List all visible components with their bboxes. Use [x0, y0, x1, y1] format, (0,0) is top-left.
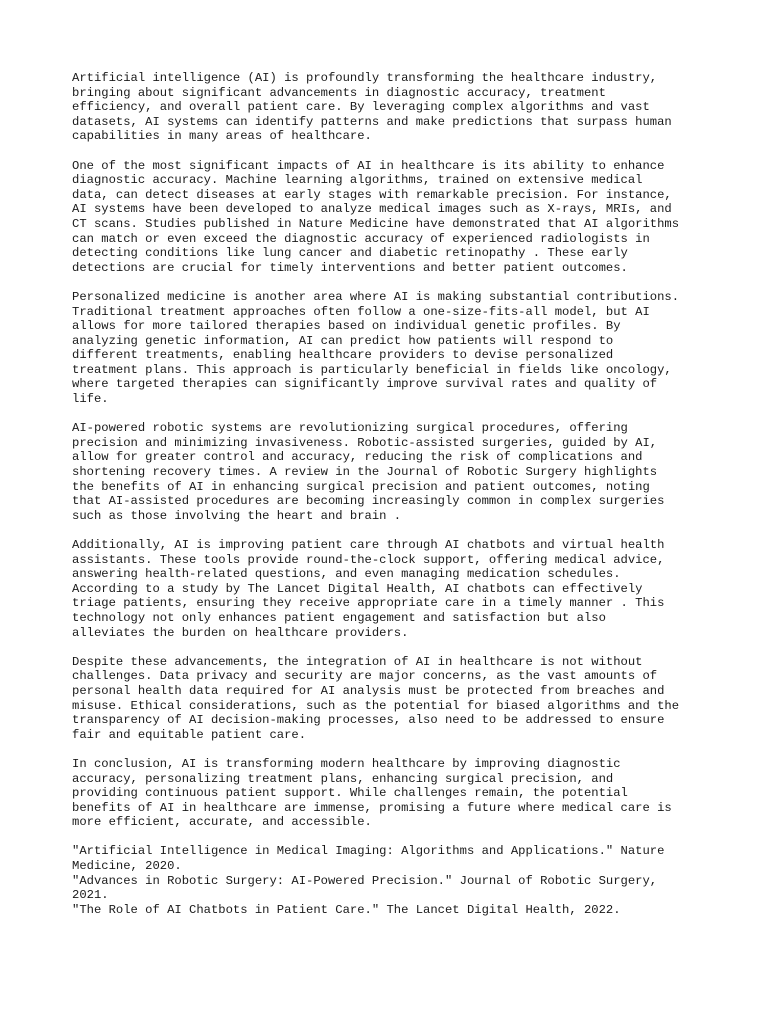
reference-item: "Advances in Robotic Surgery: AI-Powered Precision." Journal of Robotic Surgery, 2021.: [72, 873, 658, 903]
reference-item: "Artificial Intelligence in Medical Imaging: Algorithms and Applications." Nature Medicine, 2020.: [72, 844, 665, 874]
reference-item: "The Role of AI Chatbots in Patient Care." The Lancet Digital Health, 2022.: [72, 902, 621, 917]
paragraph-chatbots: Additionally, AI is improving patient care through AI chatbots and virtual health assistants. These tools provide round-the-clock support, offering medical advice, answering health-related questions, and even managing medication schedules. According to a study by The Lancet Digital Health, AI chatbots can effectively triage patients, ensuring they receive appropriate care in a timely manner . This technology not only enhances patient engagement and satisfaction but also alleviates the burden on healthcare providers.: [72, 538, 665, 640]
paragraph-introduction: Artificial intelligence (AI) is profoundly transforming the healthcare industry, bringing about significant advancements in diagnostic accuracy, treatment efficiency, and overall patient care. By leveraging complex algorithms and vast datasets, AI systems can identify patterns and make predictions that surpass human capabilities in many areas of healthcare.: [72, 71, 672, 144]
paragraph-diagnostic-accuracy: One of the most significant impacts of AI in healthcare is its ability to enhance diagnostic accuracy. Machine learning algorithms, trained on extensive medical data, can detect diseases at early stages with remarkable precision. For instance, AI systems have been developed to analyze medical images such as X-rays, MRIs, and CT scans. Studies published in Nature Medicine have demonstrated that AI algorithms can match or even exceed the diagnostic accuracy of experienced radiologists in detecting conditions like lung cancer and diabetic retinopathy . These early detections are crucial for timely interventions and better patient outcomes.: [72, 158, 680, 275]
references-list: [72, 844, 712, 917]
paragraph-challenges: Despite these advancements, the integration of AI in healthcare is not without challenges. Data privacy and security are major concerns, as the vast amounts of personal health data required for AI analysis must be protected from breaches and misuse. Ethical considerations, such as the potential for biased algorithms and the transparency of AI decision-making processes, also need to be addressed to ensure fair and equitable patient care.: [72, 654, 680, 742]
document-page: [72, 71, 712, 917]
paragraph-robotic-surgery: AI-powered robotic systems are revolutionizing surgical procedures, offering precision and minimizing invasiveness. Robotic-assisted surgeries, guided by AI, allow for greater control and accuracy, reducing the risk of complications and shortening recovery times. A review in the Journal of Robotic Surgery highlights the benefits of AI in enhancing surgical precision and patient outcomes, noting that AI-assisted procedures are becoming increasingly common in complex surgeries such as those involving the heart and brain .: [72, 421, 665, 523]
paragraph-personalized-medicine: Personalized medicine is another area where AI is making substantial contributions. Traditional treatment approaches often follow a one-size-fits-all model, but AI allows for more tailored therapies based on individual genetic profiles. By analyzing genetic information, AI can predict how patients will respond to different treatments, enabling healthcare providers to devise personalized treatment plans. This approach is particularly beneficial in fields like oncology, where targeted therapies can significantly improve survival rates and quality of life.: [72, 289, 680, 407]
paragraph-conclusion: In conclusion, AI is transforming modern healthcare by improving diagnostic accuracy, personalizing treatment plans, enhancing surgical precision, and providing continuous patient support. While challenges remain, the potential benefits of AI in healthcare are immense, promising a future where medical care is more efficient, accurate, and accessible.: [72, 756, 672, 830]
